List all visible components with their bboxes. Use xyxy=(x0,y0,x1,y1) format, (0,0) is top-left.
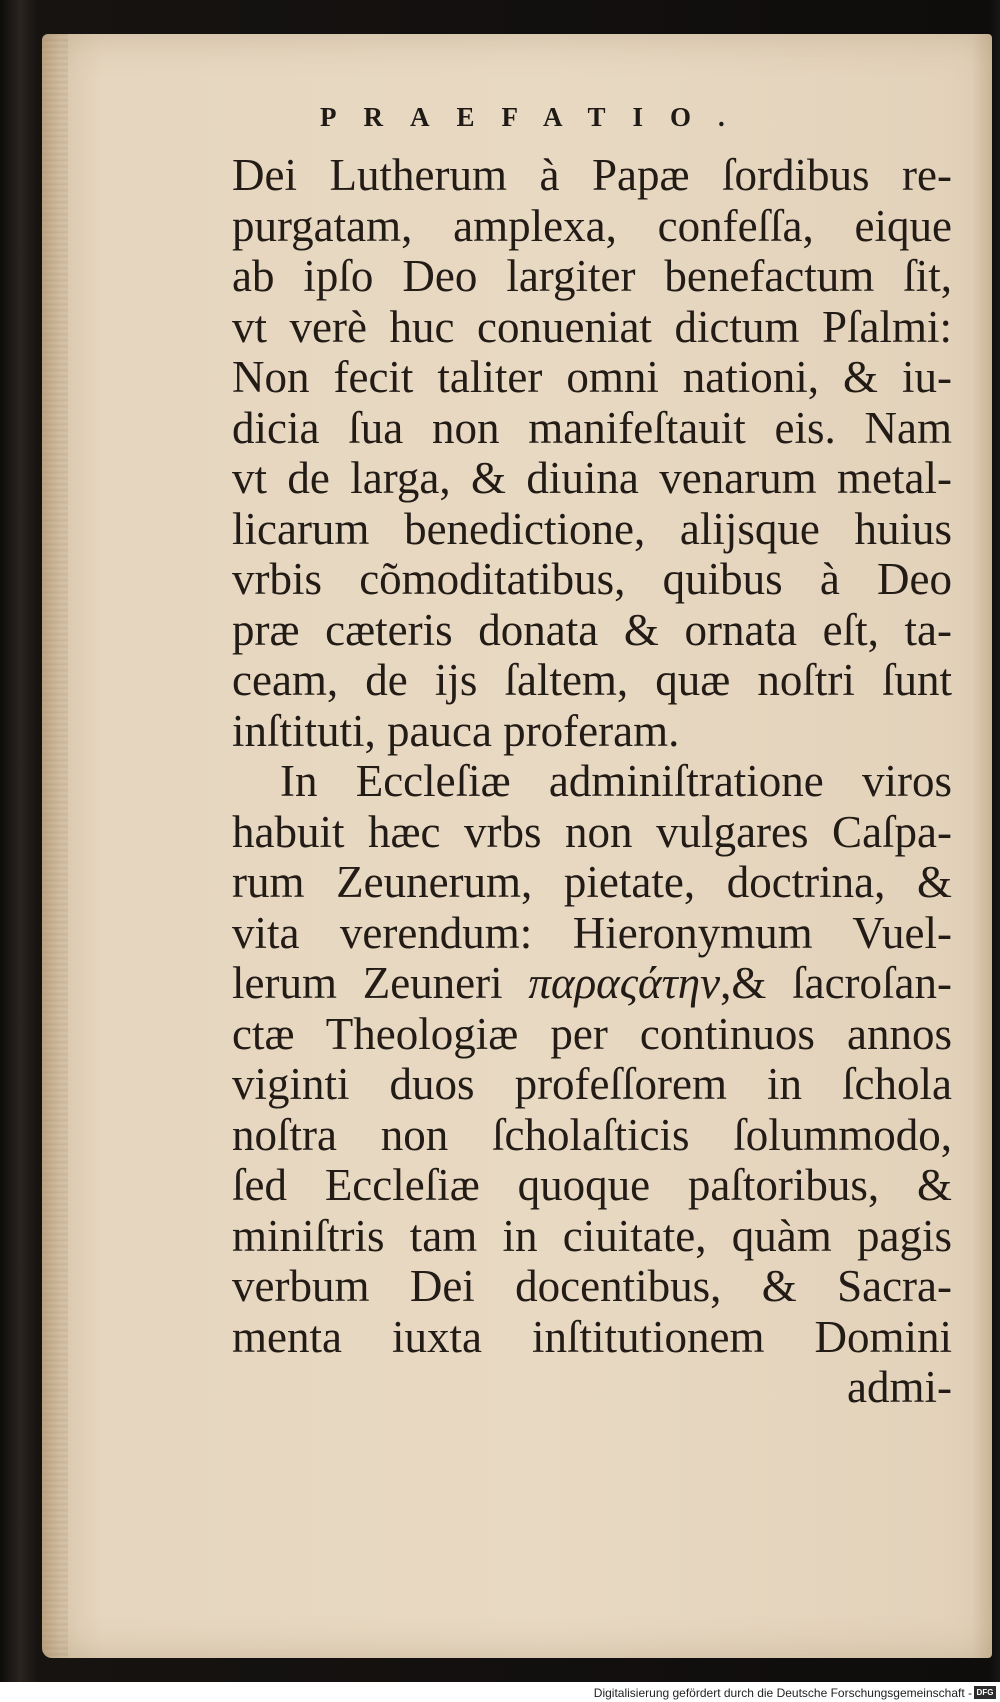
text-line: rum Zeunerum, pietate, doctrina, & xyxy=(232,857,952,907)
text-line: In Eccleſiæ adminiſtratione viros xyxy=(280,756,952,806)
text-line: licarum benedictione, alijsque huius xyxy=(232,503,952,554)
catchword: admi- xyxy=(847,1362,952,1412)
greek-word: παραςάτην xyxy=(528,958,721,1008)
text-line: verbum Dei docentibus, & Sacra- xyxy=(232,1261,952,1311)
text-line: vt verè huc conueniat dictum Pſalmi: xyxy=(232,301,952,352)
text-line: vita verendum: Hieronymum Vuel- xyxy=(232,907,952,958)
text-line: noſtra non ſcholaſticis ſolummodo, xyxy=(232,1109,952,1160)
text-line: viginti duos profeſſorem in ſchola xyxy=(232,1059,952,1109)
text-line: vrbis cõmoditatibus, quibus à Deo xyxy=(232,554,952,604)
text-line: menta iuxta inſtitutionem Domini xyxy=(232,1311,952,1362)
text-line: dicia ſua non manifeſtauit eis. Nam xyxy=(232,402,952,453)
body-text xyxy=(232,150,952,1413)
text-line: præ cæteris donata & ornata eſt, ta- xyxy=(232,604,952,655)
footer-credit: Digitalisierung gefördert durch die Deutsche Forschungsgemeinschaft - xyxy=(593,1686,972,1700)
text-line: habuit hæc vrbs non vulgares Caſpa- xyxy=(232,806,952,857)
text-fragment: lerum Zeuneri xyxy=(232,958,529,1008)
text-line: Dei Lutherum à Papæ ſordibus re- xyxy=(232,150,952,200)
text-line: ceam, de ijs ſaltem, quæ noſtri ſunt xyxy=(232,655,952,705)
text-line: ab ipſo Deo largiter benefactum ſit, xyxy=(232,251,952,301)
footer-bar xyxy=(0,1682,1000,1702)
text-line: vt de larga, & diuina venarum metal- xyxy=(232,453,952,503)
running-head: PRAEFATIO. xyxy=(320,102,752,132)
text-line: ctæ Theologiæ per continuos annos xyxy=(232,1008,952,1059)
text-line xyxy=(232,958,952,1009)
text-line: inſtituti, pauca proferam. xyxy=(232,705,680,756)
text-line: Non fecit taliter omni nationi, & iu- xyxy=(232,352,952,402)
text-fragment: ,& ſacroſan- xyxy=(720,958,952,1008)
page-edge xyxy=(42,34,68,1658)
text-line: miniſtris tam in ciuitate, quàm pagis xyxy=(232,1210,952,1261)
text-line: ſed Eccleſiæ quoque paſtoribus, & xyxy=(232,1160,952,1210)
text-line: purgatam, amplexa, confeſſa, eique xyxy=(232,200,952,251)
dfg-logo: DFG xyxy=(974,1686,996,1699)
